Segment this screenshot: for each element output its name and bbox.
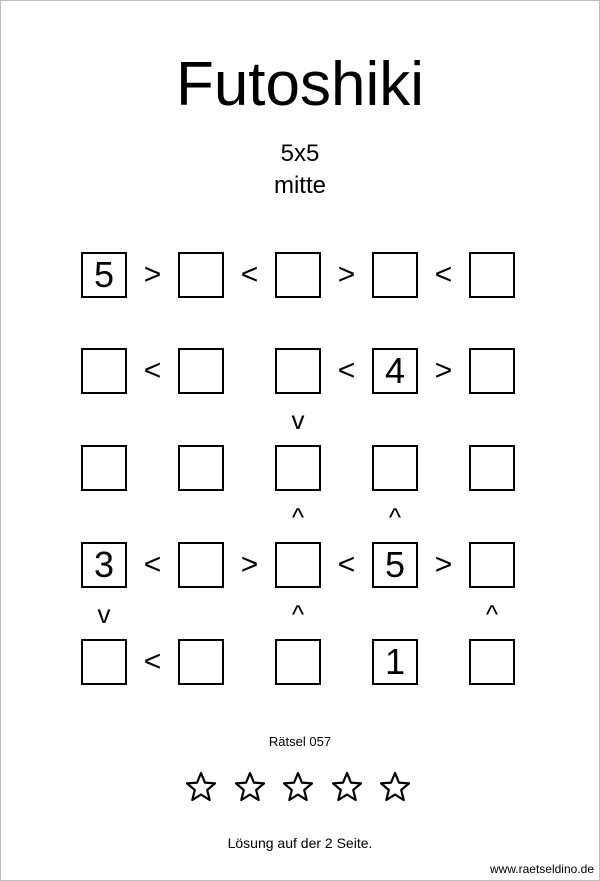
empty-cell[interactable] bbox=[275, 348, 321, 394]
website-link[interactable]: www.raetseldino.de bbox=[489, 862, 594, 876]
less-than-sign: < bbox=[143, 645, 162, 678]
empty-cell[interactable] bbox=[469, 542, 515, 588]
empty-cell[interactable] bbox=[81, 348, 127, 394]
empty-cell[interactable] bbox=[81, 445, 127, 491]
empty-cell[interactable] bbox=[178, 542, 224, 588]
greater-than-down-sign: v bbox=[291, 404, 305, 435]
star-outline-icon[interactable] bbox=[184, 770, 218, 804]
given-cell: 3 bbox=[81, 542, 127, 588]
less-than-sign: < bbox=[337, 548, 356, 581]
difficulty-rating bbox=[0, 770, 600, 810]
star-outline-icon[interactable] bbox=[233, 770, 267, 804]
less-than-sign: < bbox=[240, 258, 259, 291]
empty-cell[interactable] bbox=[469, 445, 515, 491]
star-outline-icon[interactable] bbox=[330, 770, 364, 804]
greater-than-sign: > bbox=[337, 258, 356, 291]
greater-than-sign: > bbox=[240, 548, 259, 581]
greater-than-sign: > bbox=[143, 258, 162, 291]
empty-cell[interactable] bbox=[275, 639, 321, 685]
empty-cell[interactable] bbox=[469, 348, 515, 394]
empty-cell[interactable] bbox=[275, 252, 321, 298]
less-than-down-sign: ^ bbox=[291, 501, 305, 532]
greater-than-down-sign: v bbox=[97, 598, 111, 629]
puzzle-number: Rätsel 057 bbox=[268, 734, 332, 749]
less-than-sign: < bbox=[434, 258, 453, 291]
empty-cell[interactable] bbox=[275, 445, 321, 491]
empty-cell[interactable] bbox=[469, 252, 515, 298]
empty-cell[interactable] bbox=[275, 542, 321, 588]
empty-cell[interactable] bbox=[178, 348, 224, 394]
greater-than-sign: > bbox=[434, 354, 453, 387]
solution-note: Lösung auf der 2 Seite. bbox=[227, 835, 373, 851]
empty-cell[interactable] bbox=[178, 252, 224, 298]
difficulty-label: mitte bbox=[273, 172, 326, 199]
less-than-sign: < bbox=[143, 354, 162, 387]
less-than-down-sign: ^ bbox=[388, 501, 402, 532]
less-than-down-sign: ^ bbox=[485, 598, 499, 629]
grid-size-label: 5x5 bbox=[280, 140, 320, 167]
greater-than-sign: > bbox=[434, 548, 453, 581]
star-outline-icon[interactable] bbox=[378, 770, 412, 804]
less-than-sign: < bbox=[337, 354, 356, 387]
given-cell: 5 bbox=[372, 542, 418, 588]
empty-cell[interactable] bbox=[372, 445, 418, 491]
less-than-down-sign: ^ bbox=[291, 598, 305, 629]
given-cell: 5 bbox=[81, 252, 127, 298]
given-cell: 1 bbox=[372, 639, 418, 685]
empty-cell[interactable] bbox=[178, 639, 224, 685]
empty-cell[interactable] bbox=[81, 639, 127, 685]
given-cell: 4 bbox=[372, 348, 418, 394]
empty-cell[interactable] bbox=[178, 445, 224, 491]
less-than-sign: < bbox=[143, 548, 162, 581]
empty-cell[interactable] bbox=[469, 639, 515, 685]
empty-cell[interactable] bbox=[372, 252, 418, 298]
star-outline-icon[interactable] bbox=[281, 770, 315, 804]
puzzle-title: Futoshiki bbox=[175, 50, 425, 119]
